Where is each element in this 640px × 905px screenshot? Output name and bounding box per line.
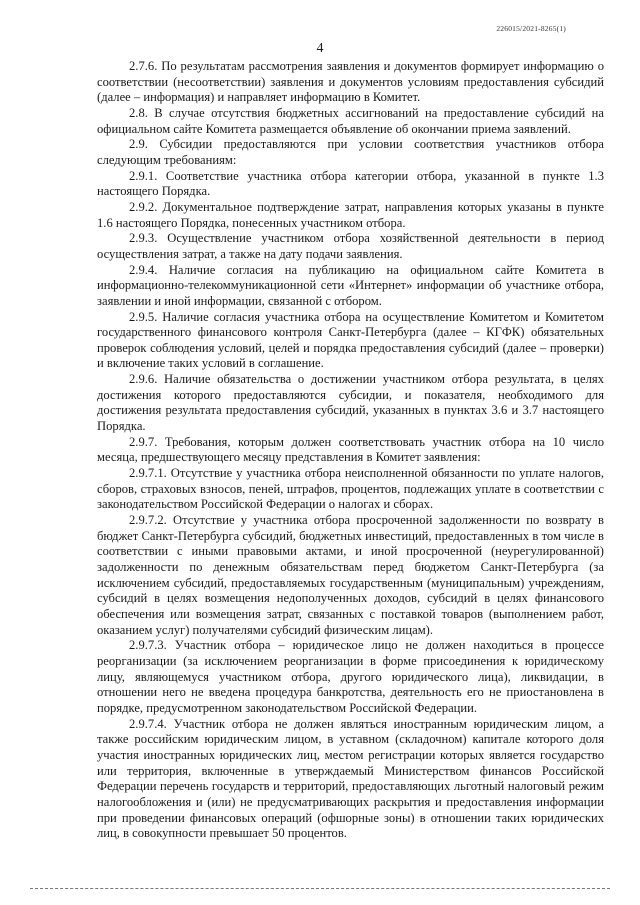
paragraph-2-9: 2.9. Субсидии предоставляются при условии соответствия участников отбора следующим требованиям: [97,137,604,167]
paragraph-2-9-5: 2.9.5. Наличие согласия участника отбора на осуществление Комитетом и Комитетом государственного финансового контроля Санкт-Петербурга (далее – КГФК) обязательных проверок соблюдения условий, целей и порядка предоставления субсидий (далее – проверки) и включение таких условий в соглашение. [97,309,604,371]
paragraph-2-9-3: 2.9.3. Осуществление участником отбора хозяйственной деятельности в период осуществления затрат, а также на дату подачи заявления. [97,231,604,261]
paragraph-2-9-1: 2.9.1. Соответствие участника отбора категории отбора, указанной в пункте 1.3 настоящего Порядка. [97,168,604,199]
paragraph-2-9-7-1: 2.9.7.1. Отсутствие у участника отбора неисполненной обязанности по уплате налогов, сборов, страховых взносов, пеней, штрафов, процентов, подлежащих уплате в соответствии с законодательством Российской Федерации о налогах и сборах. [97,466,604,512]
paragraph-2-9-7-4: 2.9.7.4. Участник отбора не должен являться иностранным юридическим лицом, а также российским юридическим лицом, в уставном (складочном) капитале которого доля участия иностранных юридических лиц, местом регистрации которых является государство или территория, включенные в утверждаемый Министерством финансов Российской Федерации перечень государств и территорий, предоставляющих льготный налоговый режим налогообложения и (или) не предусматривающих раскрытия и предоставления информации при проведении финансовых операций (офшорные зоны) в отношении таких юридических лиц, в совокупности превышает 50 процентов. [97,716,604,841]
paragraph-2-9-7-3: 2.9.7.3. Участник отбора – юридическое лицо не должен находиться в процессе реорганизации (за исключением реорганизации в форме присоединения к юридическому лицу, являющемуся участником отбора, другого юридического лица), ликвидации, в отношении него не введена процедура банкротства, деятельность его не приостановлена в порядке, предусмотренном законодательством Российской Федерации. [97,638,604,715]
document-body [97,59,604,842]
paragraph-2-9-6: 2.9.6. Наличие обязательства о достижении участником отбора результата, в целях достижения которого предоставляются субсидии, и показателя, необходимого для достижения результата предоставления субсидий, указанных в пунктах 3.6 и 3.7 настоящего Порядка. [97,372,604,434]
paragraph-2-9-7-2: 2.9.7.2. Отсутствие у участника отбора просроченной задолженности по возврату в бюджет Санкт-Петербурга субсидий, бюджетных инвестиций, предоставленных в том числе в соответствии с иными правовыми актами, и иной просроченной (неурегулированной) задолженности по денежным обязательствам перед бюджетом Санкт-Петербурга (за исключением субсидий, предоставляемых государственным (муниципальным) учреждениям, субсидий в целях возмещения недополученных доходов, субсидий в целях финансового обеспечения или возмещения затрат, связанных с поставкой товаров (выполнением работ, оказанием услуг) получателями субсидий физическим лицам). [97,513,604,637]
paragraph-2-8: 2.8. В случае отсутствия бюджетных ассигнований на предоставление субсидий на официальном сайте Комитета размещается объявление об окончании приема заявлений. [97,105,604,136]
document-id: 226015/2021-8265(1) [496,24,566,33]
paragraph-2-9-4: 2.9.4. Наличие согласия на публикацию на официальном сайте Комитета в информационно-телекоммуникационной сети «Интернет» информации об участнике отбора, заявлении и иной информации, связанной с отбором. [97,262,604,308]
bottom-divider [30,888,610,889]
paragraph-2-7-6: 2.7.6. По результатам рассмотрения заявления и документов формирует информацию о соответствии (несоответствии) заявления и документов условиям предоставления субсидий (далее – информация) и направляет информацию в Комитет. [97,59,604,105]
paragraph-2-9-7: 2.9.7. Требования, которым должен соответствовать участник отбора на 10 число месяца, предшествующего месяцу представления в Комитет заявления: [97,434,604,465]
paragraph-2-9-2: 2.9.2. Документальное подтверждение затрат, направления которых указаны в пункте 1.6 настоящего Порядка, понесенных участником отбора. [97,199,604,230]
page-number: 4 [316,41,324,56]
